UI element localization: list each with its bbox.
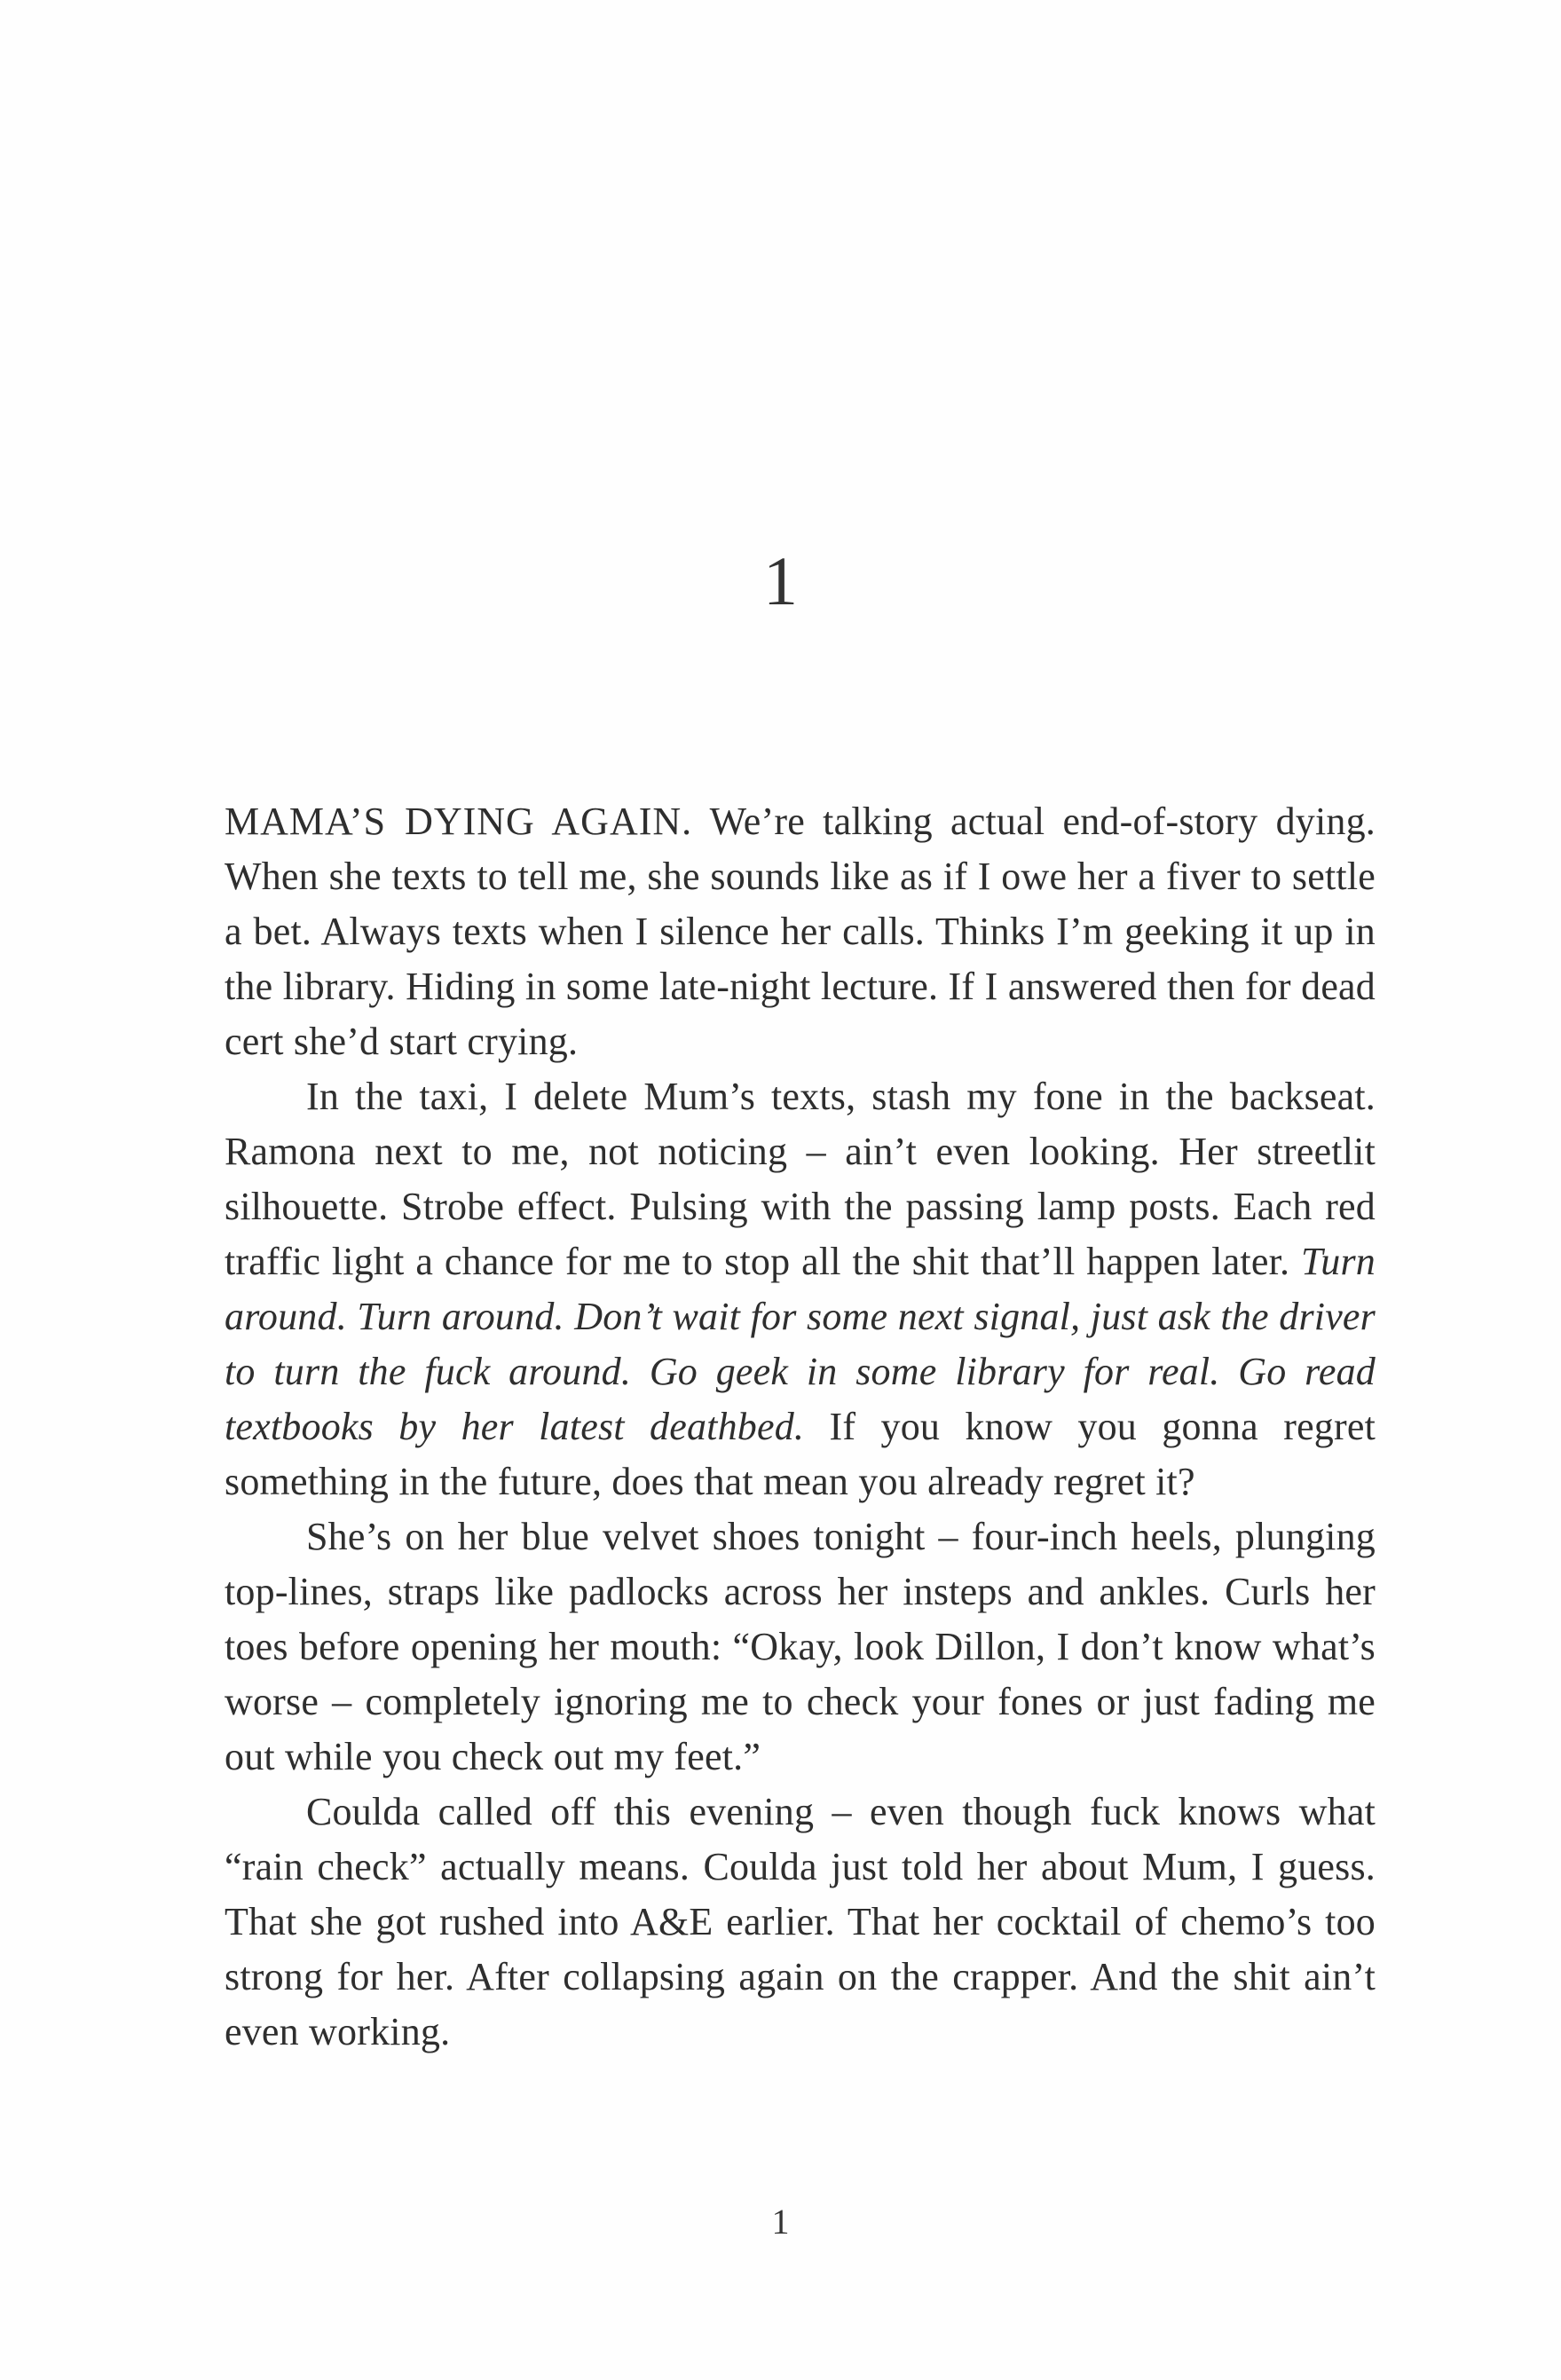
- paragraph-4-text: Coulda called off this evening – even though fuck knows what “rain check” actually means. Coulda just told her about Mum, I guess. That she got rushed into A&E earlier. That her cocktail of chemo’s too strong for her. After collapsing again on the crapper. And the shit ain’t even working.: [225, 1790, 1376, 2053]
- paragraph-2: [225, 1069, 1376, 1509]
- chapter-number: 1: [763, 542, 798, 619]
- paragraph-1: [225, 794, 1376, 1069]
- paragraph-1-text: We’re talking actual end-of-story dying. When she texts to tell me, she sounds like as if I owe her a fiver to settle a bet. Always texts when I silence her calls. Thinks I’m geeking it up in the library. Hiding in some late-night lecture. If I answered then for dead cert she’d start crying.: [225, 800, 1376, 1063]
- page-number: 1: [771, 2202, 790, 2242]
- body-text: [225, 794, 1376, 2060]
- paragraph-2-text: In the taxi, I delete Mum’s texts, stash my fone in the backseat. Ramona next to me, not noticing – ain’t even looking. Her streetlit silhouette. Strobe effect. Pulsing with the passing lamp posts. Each red traffic light a chance for me to stop all the shit that’ll happen later.: [225, 1075, 1376, 1283]
- paragraph-3-text: She’s on her blue velvet shoes tonight – four-inch heels, plunging top-lines, straps like padlocks across her insteps and ankles. Curls her toes before opening her mouth: “Okay, look Dillon, I don’t know what’s worse – completely ignoring me to check your fones or just fading me out while you check out my feet.”: [225, 1515, 1376, 1778]
- paragraph-2-italic: Turn around. Turn around. Don’t wait for some next signal, just ask the driver to turn the fuck around. Go geek in some library for real. Go read textbooks by her latest deathbed.: [225, 1240, 1376, 1448]
- paragraph-2-tail: If you know you gonna regret something in the future, does that mean you already regret it?: [225, 1405, 1376, 1503]
- paragraph-3: [225, 1509, 1376, 1785]
- paragraph-4: [225, 1785, 1376, 2060]
- paragraph-1-lead: MAMA’S DYING AGAIN.: [225, 800, 693, 843]
